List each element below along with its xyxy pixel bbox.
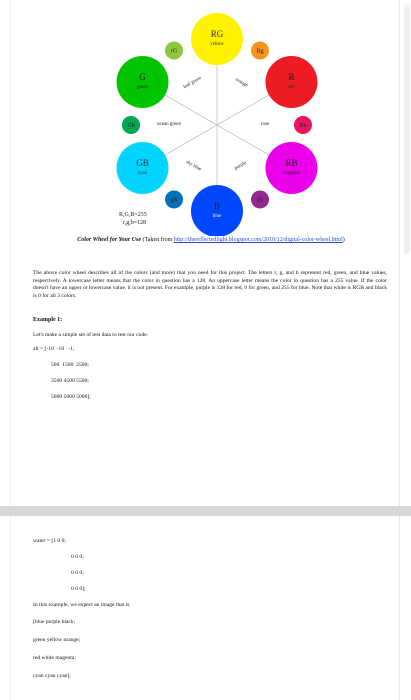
wheel-node-label: rG <box>170 48 178 55</box>
wheel-node-sublabel: red <box>288 85 295 90</box>
image-line-1: [blue purple black; <box>33 619 76 625</box>
wheel-node-gB <box>165 190 183 208</box>
expect-text: In this example, we expect an image that is <box>33 602 130 608</box>
wheel-legend-128: r,g,b=128 <box>123 220 147 226</box>
wheel-node-rB <box>251 190 269 208</box>
wheel-node-G <box>117 56 169 108</box>
wheel-node-label: B <box>213 201 221 211</box>
example-heading: Example 1: <box>33 317 63 323</box>
document-page-1 <box>10 0 400 506</box>
alt-line-3: 3500 4500 5500; <box>51 378 89 384</box>
wheel-node-sublabel: magenta <box>283 171 300 176</box>
water-line-1: water = [1 0 0; <box>33 538 66 544</box>
page-separator <box>0 506 411 516</box>
water-line-3: 0 0 0; <box>71 570 84 576</box>
wheel-node-label: Rg <box>256 48 264 55</box>
water-line-2: 0 0 0; <box>71 554 84 560</box>
wheel-node-label: Gb <box>127 123 135 129</box>
wheel-node-sublabel: blue <box>212 214 222 219</box>
wheel-node-Gb <box>122 116 140 134</box>
scrollbar[interactable] <box>404 4 410 254</box>
spoke-label: leaf green <box>182 75 203 91</box>
image-line-2: green yellow orange; <box>33 637 81 643</box>
wheel-node-R <box>265 56 317 108</box>
spoke-label: rose <box>260 122 270 127</box>
wheel-node-label: GB <box>136 158 149 168</box>
figure-caption <box>41 236 381 245</box>
wheel-node-GB <box>117 142 169 194</box>
image-line-4: cyan cyan cyan]; <box>33 673 71 679</box>
water-line-4: 0 0 0]; <box>71 586 86 592</box>
caption-prefix: (Taken from <box>142 237 174 243</box>
wheel-legend-255: R,G,B=255 <box>119 212 147 218</box>
wheel-node-rG <box>165 42 183 60</box>
spoke-label: sky blue <box>184 159 202 173</box>
example-intro: Let's make a simple set of test data to test our code: <box>33 332 149 338</box>
wheel-node-label: rB <box>257 197 263 204</box>
alt-line-4: 5000 5000 5000]; <box>51 394 91 400</box>
wheel-node-label: R <box>288 72 295 82</box>
spoke-label: purple <box>233 160 248 172</box>
wheel-node-RG <box>191 13 243 65</box>
wheel-node-label: Rb <box>299 123 307 129</box>
spoke-label: orange <box>234 77 249 89</box>
wheel-node-label: G <box>139 72 146 82</box>
wheel-node-sublabel: cyan <box>137 171 148 176</box>
wheel-node-Rg <box>251 42 269 60</box>
description-paragraph: The above color wheel describes all of the colors (and more) that you need for this project. The letters r, g, and b represent red, green, and blue values, respectively. A lowercase letter means that the color in question has a 128. An uppercase letter means the color in question has a 255 value. If the color doesn't have an upper or lowercase value, it is not present. For example, purple is 128 for red, 0 for green, and 255 for blue. Note that white is RGB and black is 0 for all 3 colors. <box>33 270 387 299</box>
color-wheel-diagram <box>11 0 399 236</box>
alt-line-1: alt = [-10 -10 -1; <box>33 346 75 352</box>
caption-title: Color Wheel for Your Use <box>77 237 142 243</box>
wheel-node-sublabel: yellow <box>210 42 224 47</box>
caption-link[interactable]: http://thereflectedlight.blogspot.com/2010/12/digital-color-wheel.html <box>173 237 343 243</box>
image-line-3: red white magenta; <box>33 655 76 661</box>
spoke-label: ocean green <box>156 122 182 127</box>
wheel-node-RB <box>265 142 317 194</box>
wheel-node-Rb <box>294 116 312 134</box>
document-page-2 <box>10 516 400 700</box>
wheel-node-sublabel: green <box>136 85 149 90</box>
caption-suffix: ) <box>342 237 345 243</box>
wheel-node-label: gB <box>170 197 178 204</box>
wheel-node-B <box>191 185 243 236</box>
wheel-node-label: RG <box>210 29 224 39</box>
alt-line-2: 500 1500 2500; <box>51 362 89 368</box>
wheel-node-label: RB <box>285 158 298 168</box>
